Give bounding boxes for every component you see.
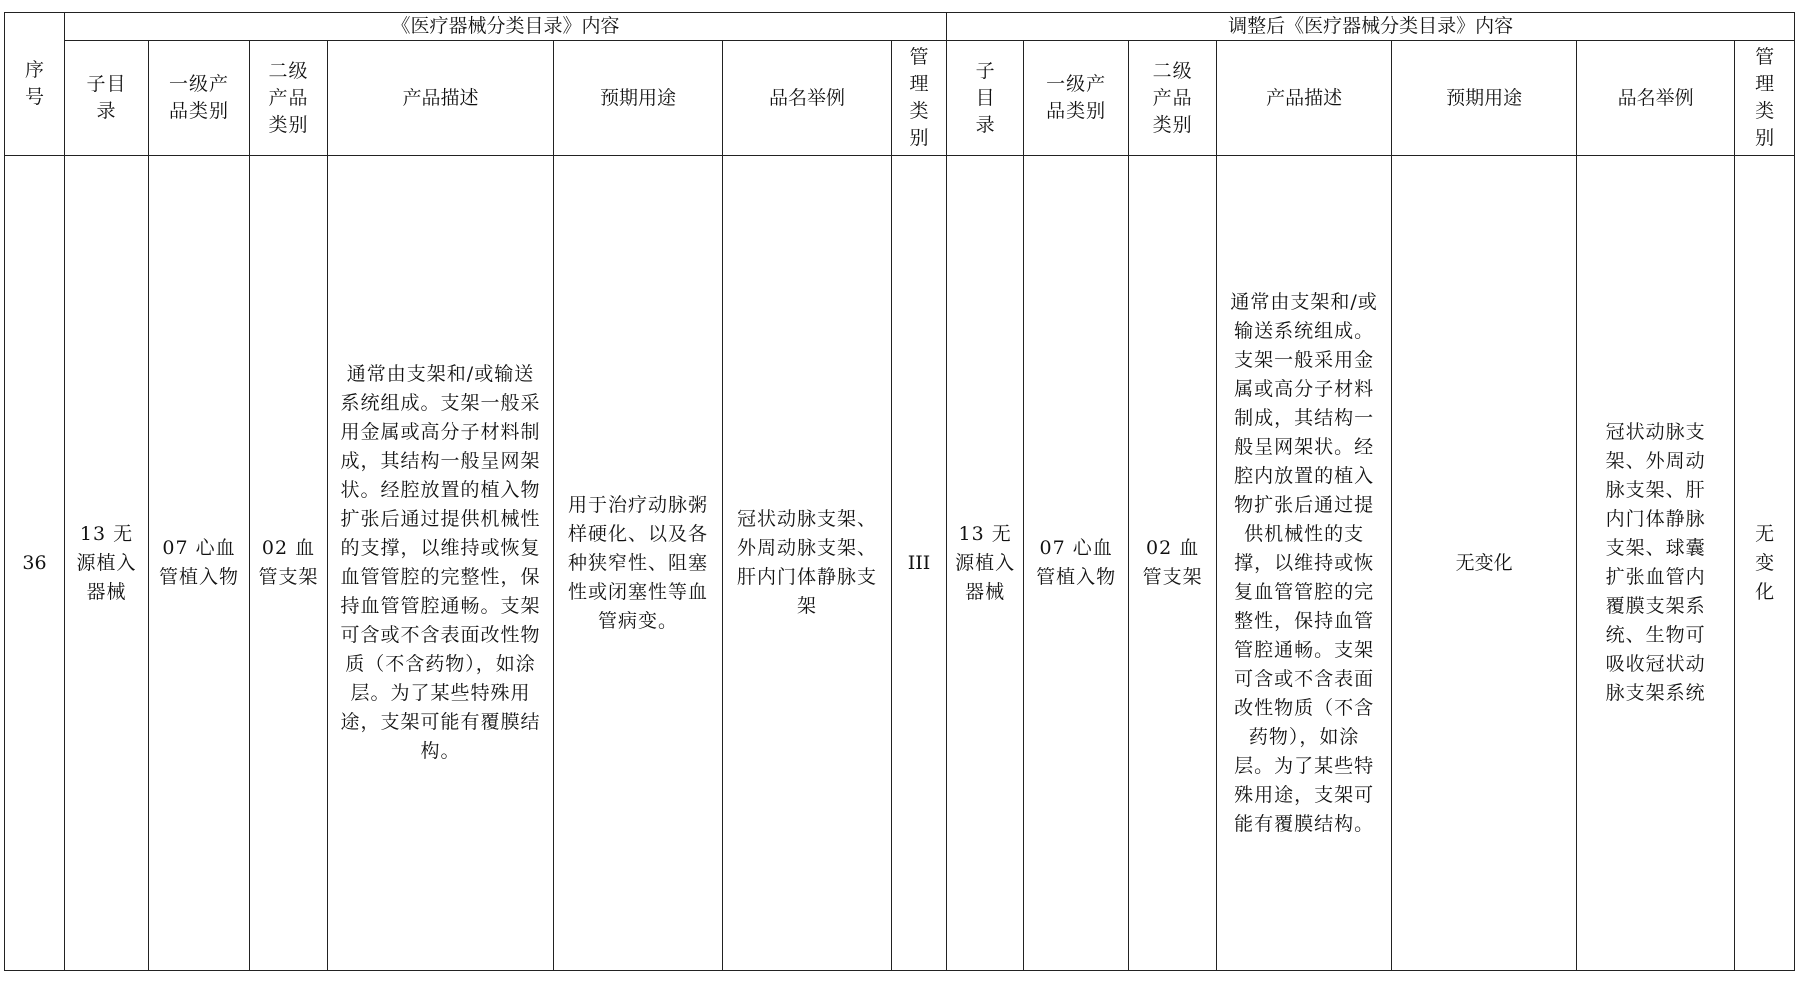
- cell-original-description: 通常由支架和/或输送系统组成。支架一般采用金属或高分子材料制成，其结构一般呈网架状。经腔放置的植入物扩张后通过提供机械性的支撑，以维持或恢复血管管腔的完整性，保持血管管腔通畅。支架可含或不含表面改性物质（不含药物），如涂层。为了某些特殊用途，支架可能有覆膜结构。: [328, 156, 554, 971]
- header-adjusted-level2: 二级产品类别: [1129, 41, 1217, 156]
- header-original-mgmt-class: 管理类别: [892, 41, 947, 156]
- table-row: [5, 156, 1795, 971]
- cell-adjusted-level2: 02 血管支架: [1129, 156, 1217, 971]
- header-seq: 序号: [5, 13, 65, 156]
- classification-table: [4, 12, 1795, 971]
- cell-original-level2: 02 血管支架: [250, 156, 328, 971]
- cell-seq: 36: [5, 156, 65, 971]
- header-original-product-names: 品名举例: [723, 41, 892, 156]
- cell-adjusted-subcatalog: 13 无源植入器械: [947, 156, 1024, 971]
- header-original-intended-use: 预期用途: [554, 41, 723, 156]
- cell-adjusted-level1: 07 心血管植入物: [1024, 156, 1129, 971]
- header-original-level1: 一级产品类别: [149, 41, 250, 156]
- header-adjusted-level1: 一级产品类别: [1024, 41, 1129, 156]
- cell-adjusted-mgmt-class: 无变化: [1735, 156, 1795, 971]
- header-original-subcatalog: 子目录: [65, 41, 149, 156]
- cell-original-product-names: 冠状动脉支架、外周动脉支架、肝内门体静脉支架: [723, 156, 892, 971]
- header-adjusted-subcatalog: 子目录: [947, 41, 1024, 156]
- group-header-original: 《医疗器械分类目录》内容: [65, 13, 947, 41]
- header-adjusted-intended-use: 预期用途: [1392, 41, 1577, 156]
- cell-original-level1: 07 心血管植入物: [149, 156, 250, 971]
- header-original-description: 产品描述: [328, 41, 554, 156]
- header-adjusted-description: 产品描述: [1217, 41, 1392, 156]
- header-adjusted-product-names: 品名举例: [1577, 41, 1735, 156]
- cell-adjusted-intended-use: 无变化: [1392, 156, 1577, 971]
- cell-original-intended-use: 用于治疗动脉粥样硬化、以及各种狭窄性、阻塞性或闭塞性等血管病变。: [554, 156, 723, 971]
- cell-original-subcatalog: 13 无源植入器械: [65, 156, 149, 971]
- cell-adjusted-product-names: 冠状动脉支架、外周动脉支架、肝内门体静脉支架、球囊扩张血管内覆膜支架系统、生物可吸收冠状动脉支架系统: [1577, 156, 1735, 971]
- group-header-adjusted: 调整后《医疗器械分类目录》内容: [947, 13, 1795, 41]
- cell-adjusted-description: 通常由支架和/或输送系统组成。支架一般采用金属或高分子材料制成，其结构一般呈网架状。经腔内放置的植入物扩张后通过提供机械性的支撑，以维持或恢复血管管腔的完整性，保持血管管腔通畅。支架可含或不含表面改性物质（不含药物），如涂层。为了某些特殊用途，支架可能有覆膜结构。: [1217, 156, 1392, 971]
- header-original-level2: 二级产品类别: [250, 41, 328, 156]
- cell-original-mgmt-class: III: [892, 156, 947, 971]
- header-adjusted-mgmt-class: 管理类别: [1735, 41, 1795, 156]
